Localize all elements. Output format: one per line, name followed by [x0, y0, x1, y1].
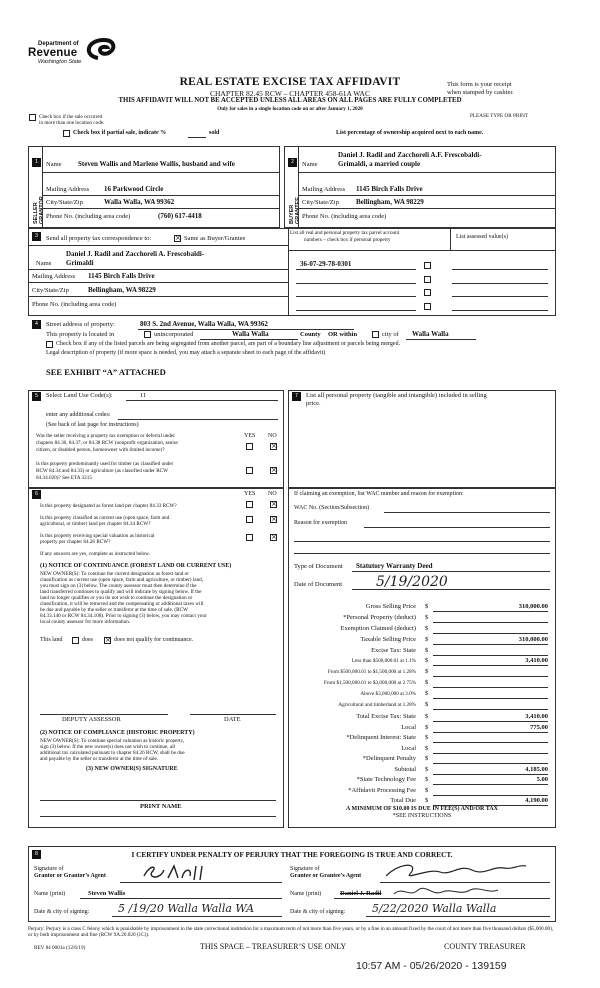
notice2-line-1: sign (3) below. If the new owner(s) does not wish to continue, all [40, 744, 176, 750]
new-owner-signature-label: (3) NEW OWNER(S) SIGNATURE [86, 766, 178, 772]
multi-location-checkbox[interactable] [29, 114, 36, 121]
personal-property-line1: List all personal property (tangible and intangible) included in selling [306, 392, 487, 399]
tax-bracket-4-label: Agricultural and timberland at 1.28% [338, 702, 416, 708]
tax-total-6-currency: $ [425, 776, 429, 783]
s6-q3-line2: property per chapter 84.26 RCW? [40, 539, 111, 545]
grantee-date-city[interactable]: 5/22/2020 Walla Walla [372, 902, 497, 915]
notice1-line-3: land transferred continues to qualify and will indicate by signing below. If the [40, 589, 202, 595]
form-title: REAL ESTATE EXCISE TAX AFFIDAVIT [179, 76, 401, 88]
section-5-badge: 5 [32, 392, 41, 401]
unincorporated-label: unincorporated [154, 331, 194, 338]
tax-total-2-label: *Delinquent Interest: State [346, 734, 416, 741]
receipt-note-2: when stamped by cashier. [447, 89, 514, 96]
or-within-label: OR within [328, 331, 358, 338]
only-for-note: Only for sales in a single location code on or after January 1, 2020 [217, 106, 363, 112]
seller-phone[interactable]: (760) 617-4418 [158, 212, 202, 220]
grantee-date-label: Date & city of signing: [290, 909, 346, 915]
tax-total-6-label: *State Technology Fee [356, 776, 416, 783]
notice1-line-6: be due and payable by the seller or transferor at the time of sale. (RCW [40, 607, 188, 613]
exemption-note: If claiming an exemption, list WAC number and reason for exemption: [294, 491, 464, 497]
treasurer-use-note: THIS SPACE – TREASURER’S USE ONLY [200, 942, 347, 951]
tax-row-1-label: *Personal Property (deduct) [343, 614, 416, 621]
notice1-line-4: land no longer qualifies or you do not wish to continue the designation or [40, 595, 193, 601]
tax-total-0-currency: $ [425, 713, 429, 720]
seller-city[interactable]: Walla Walla, WA 99362 [104, 198, 175, 206]
buyer-name-1[interactable]: Daniel J. Radil and Zacchoreli A.F. Frescobaldi- [338, 151, 482, 159]
tax-total-8-currency: $ [425, 797, 429, 804]
grantor-sig-label-2: Grantor or Grantor’s Agent [34, 873, 106, 879]
tax-bracket-1-label: From $500,000.01 to $1,500,000 at 1.28% [327, 669, 416, 675]
tax-bracket-2-label: From $1,500,000.01 to $3,000,000 at 2.75% [323, 680, 416, 686]
s6-q1: Is this property designated as forest land per chapter 84.33 RCW? [40, 503, 177, 509]
buyer-name-2[interactable]: Grimaldi, a married couple [338, 160, 421, 168]
seller-city-label: City/State/Zip [46, 199, 83, 206]
seller-address-label: Mailing Address [46, 186, 90, 193]
see-back-note: (See back of last page for instructions) [46, 422, 139, 428]
assessed-header: List assessed value(s) [456, 234, 508, 240]
located-in-label: This property is located in [46, 331, 115, 338]
grantor-date-city[interactable]: 5 /19/20 Walla Walla WA [118, 902, 255, 915]
s5-q2-line1: Is this property predominantly used for timber (as classified under [36, 461, 174, 467]
form-warning: THIS AFFIDAVIT WILL NOT BE ACCEPTED UNLESS ALL AREAS ON ALL PAGES ARE FULLY COMPLETED [118, 97, 462, 104]
exhibit-a-note: SEE EXHIBIT “A” ATTACHED [46, 367, 166, 377]
section-4-badge: 4 [32, 320, 41, 329]
grantor-date-label: Date & city of signing: [34, 909, 90, 915]
does-not-qualify-checkbox[interactable]: × [105, 636, 111, 644]
section-8-badge: 8 [32, 850, 41, 859]
s5-q1-yes-checkbox[interactable] [246, 443, 253, 450]
tax-row-2-label: Exemption Claimed (deduct) [340, 625, 416, 632]
perjury-notice: Perjury: Perjury is a class C felony which is punishable by imprisonment in the state correctional institution for a maximum term of not more than five years, or by a fine in an amount fixed by the court of not more than five thousand dollars ($5,000.00), or by both imprisonment and fine (RCW 9A.20.020 (1C)). [28, 926, 554, 938]
section-2-badge: 2 [288, 158, 297, 167]
notice1-line-7: 84.33.140 or RCW 84.34.108). Prior to signing (3) below, you may contact your [40, 613, 207, 619]
s6-q2-no-checkbox[interactable]: × [271, 515, 277, 523]
s6-q3-line1: Is this property receiving special valuation as historical [40, 533, 155, 539]
s6-q3-yes-checkbox[interactable] [246, 534, 253, 541]
additional-codes-label: enter any additional codes: [46, 412, 111, 418]
notice-compliance-title: (2) NOTICE OF COMPLIANCE (HISTORIC PROPERTY) [40, 730, 195, 736]
tax-total-0-value[interactable]: 3,410.00 [525, 713, 548, 720]
correspondence-address-label: Mailing Address [32, 273, 76, 280]
tax-row-1-currency: $ [425, 614, 429, 621]
county-label: County [300, 331, 321, 338]
notice-continuance-title: (1) NOTICE OF CONTINUANCE (FOREST LAND OR CURRENT USE) [40, 563, 232, 569]
s6-q3-no-checkbox[interactable]: × [271, 533, 277, 541]
buyer-address-label: Mailing Address [302, 186, 346, 193]
parcel-2-checkbox[interactable] [424, 276, 431, 283]
notice2-line-3: and payable by the seller or transferor at the time of sale. [40, 756, 159, 762]
land-use-code[interactable]: 11 [140, 392, 147, 399]
s5-q1-line3: citizen, or disabled person, homeowner with limited income)? [36, 447, 165, 453]
notice2-line-2: additional tax calculated pursuant to chapter 84.26 RCW, shall be due [40, 750, 185, 756]
land-use-label: Select Land Use Code(s): [46, 392, 113, 399]
section-7-badge: 7 [292, 392, 301, 401]
buyer-vertical-label: BUYER GRANTEE [289, 197, 301, 224]
tax-row-0-currency: $ [425, 603, 429, 610]
correspondence-phone-label: Phone No. (including area code) [32, 301, 117, 308]
buyer-address[interactable]: 1145 Birch Falls Drive [356, 185, 423, 193]
does-not-qualify-label: does not qualify for continuance. [114, 637, 194, 643]
tax-total-3-currency: $ [425, 744, 429, 752]
correspondence-label: Send all property tax correspondence to: [46, 235, 152, 242]
county-value[interactable]: Walla Walla [232, 330, 269, 338]
tax-total-1-value[interactable]: 775.00 [530, 723, 548, 731]
seller-vertical-label: SELLER GRANTOR [33, 196, 45, 224]
buyer-city-label: City/State/Zip [302, 199, 339, 206]
tax-total-0-label: Total Excise Tax: State [356, 713, 416, 720]
tax-total-4-currency: $ [425, 755, 429, 762]
s6-q1-yes-checkbox[interactable] [246, 501, 253, 508]
correspondence-address[interactable]: 1145 Birch Falls Drive [88, 272, 155, 280]
buyer-name-label: Name [302, 161, 318, 168]
tax-row-4-currency: $ [425, 647, 429, 654]
tax-total-3-label: Local [401, 744, 416, 752]
tax-total-1-label: Local [401, 723, 416, 731]
tax-row-2-currency: $ [425, 625, 429, 632]
grantee-name[interactable]: Daniel J. Radil [340, 890, 382, 897]
date-label: DATE [224, 716, 241, 723]
correspondence-name-label: Name [36, 260, 52, 267]
notice1-line-0: NEW OWNER(S): To continue the current designation as forest land or [40, 571, 189, 577]
tax-total-5-currency: $ [425, 765, 429, 773]
legal-description-label: Legal description of property (if more space is needed, you may attach a separate sheet to each page of the affidavit) [46, 350, 326, 356]
tax-total-8-value[interactable]: 4,190.00 [525, 797, 548, 804]
parcel-4-checkbox[interactable] [424, 303, 431, 310]
section6-no-header: NO [268, 491, 277, 497]
ownership-pct-note: List percentage of ownership acquired next to each name. [336, 130, 484, 136]
street-address-label: Street address of property: [46, 321, 115, 328]
multi-location-label-2: in more than one location code. [39, 120, 105, 126]
s5-q2-no-checkbox[interactable]: × [271, 466, 277, 474]
parcel-header-2: numbers – check box if personal property [304, 237, 391, 243]
tax-total-8-label: Total Due [390, 797, 416, 804]
document-type[interactable]: Statutory Warranty Deed [356, 562, 433, 570]
tax-bracket-0-currency: $ [425, 657, 429, 664]
agency-line3: Washington State [38, 59, 82, 65]
document-date[interactable]: 5/19/2020 [376, 574, 448, 590]
tax-bracket-0-value[interactable]: 3,410.00 [525, 657, 548, 664]
receipt-note-1: This form is your receipt [447, 81, 512, 88]
form-revision: REV 84 0001a (12/6/19) [34, 945, 86, 951]
buyer-city[interactable]: Bellingham, WA 98229 [356, 198, 424, 206]
s5-q1-no-checkbox[interactable]: × [271, 442, 277, 450]
unincorporated-checkbox[interactable] [144, 331, 151, 338]
tax-bracket-3-label: Above $3,000,000 at 3.0% [360, 691, 416, 697]
certification-statement: I CERTIFY UNDER PENALTY OF PERJURY THAT THE FOREGOING IS TRUE AND CORRECT. [131, 850, 453, 859]
seller-name[interactable]: Steven Wallis and Marlene Wallis, husband and wife [78, 160, 235, 168]
grantee-name-label: Name (print) [290, 891, 322, 897]
tax-bracket-2-currency: $ [425, 679, 429, 686]
section5-no-header: NO [268, 433, 277, 439]
s5-q1-line2: chapters 84.36, 84.37, or 84.38 RCW (nonprofit organization, senior [36, 440, 179, 446]
tax-total-7-currency: $ [425, 786, 429, 794]
see-instructions-note: *SEE INSTRUCTIONS [392, 813, 452, 819]
wac-label: WAC No. (Section/Subsection) [294, 505, 370, 511]
notice1-line-8: local county assessor for more information. [40, 619, 131, 625]
print-name-label: PRINT NAME [140, 803, 182, 810]
s6-q2-line2: agricultural, or timber) land per chapter 84.34 RCW? [40, 521, 151, 527]
multi-location-label-1: Check box if the sale occurred [39, 114, 103, 120]
section-1-badge: 1 [32, 158, 41, 167]
buyer-phone-label: Phone No. (including area code) [302, 213, 387, 220]
tax-row-3-currency: $ [425, 636, 429, 643]
section-6-badge: 6 [32, 490, 41, 499]
same-as-buyer-label: Same as Buyer/Grantee [184, 235, 246, 242]
form-subtitle: CHAPTER 82.45 RCW – CHAPTER 458-61A WAC [210, 89, 370, 98]
same-as-buyer-checkbox[interactable]: × [175, 234, 181, 242]
seller-name-label: Name [46, 161, 62, 168]
s6-q1-no-checkbox[interactable]: × [271, 500, 277, 508]
personal-property-section [288, 390, 556, 488]
tax-row-0-label: Gross Selling Price [365, 603, 416, 610]
deputy-assessor-label: DEPUTY ASSESSOR [62, 716, 121, 723]
seller-phone-label: Phone No. (including area code) [46, 213, 131, 220]
grantee-sig-label-1: Signature of [290, 866, 320, 872]
agency-line2: Revenue [28, 47, 78, 59]
s6-q2-yes-checkbox[interactable] [246, 516, 253, 523]
city-of-checkbox[interactable] [372, 331, 379, 338]
correspondence-city-label: City/State/Zip [32, 287, 69, 294]
notice1-line-2: you must sign on (3) below. The county assessor must then determine if the [40, 583, 197, 589]
tax-row-3-label: Taxable Selling Price [360, 636, 416, 643]
segregated-label: Check box if any of the listed parcels are being segregated from another parcel, are part of a boundary line adjustment or parcels being merged. [56, 341, 401, 347]
grantor-name[interactable]: Steven Wallis [88, 890, 126, 897]
recording-stamp: 10:57 AM - 05/26/2020 - 139159 [356, 960, 507, 972]
grantor-signature [140, 862, 220, 884]
agency-line1: Department of [38, 41, 79, 47]
parcel-1-checkbox[interactable] [424, 262, 431, 269]
city-of-label: city of [382, 331, 399, 338]
tax-bracket-0-label: Less than $500,000.01 at 1.1% [351, 658, 416, 664]
document-date-label: Date of Document [294, 581, 343, 588]
correspondence-city[interactable]: Bellingham, WA 98229 [88, 286, 156, 294]
tax-total-1-currency: $ [425, 723, 429, 731]
grantee-signature [380, 858, 530, 884]
notice1-line-5: classification, it will be removed and the compensating or additional taxes will [40, 601, 204, 607]
grantor-sig-label-1: Signature of [34, 866, 64, 872]
partial-sale-label: Check box if partial sale, indicate % [73, 130, 167, 136]
section5-yes-header: YES [244, 433, 256, 439]
seller-address[interactable]: 16 Parkwood Circle [104, 185, 164, 193]
tax-row-4-label: Excise Tax: State [371, 647, 416, 654]
minimum-fee-note: A MINIMUM OF $10.00 IS DUE IN FEE(S) AND/OR TAX [346, 806, 498, 812]
s5-q2-line3: 84.34.020)? See ETA 3215 [36, 475, 92, 481]
document-type-label: Type of Document [294, 563, 343, 570]
tax-row-3-value[interactable]: 310,000.00 [518, 636, 548, 643]
tax-calculation-section [288, 488, 556, 828]
correspondence-name-2[interactable]: Grimaldi [66, 259, 94, 267]
partial-sale-checkbox[interactable] [63, 130, 70, 137]
tax-total-5-label: Subtotal [394, 765, 416, 773]
if-yes-note: If any answers are yes, complete as instructed below. [40, 551, 151, 557]
tax-bracket-4-currency: $ [425, 701, 429, 708]
property-street-address[interactable]: 803 S. 2nd Avenue, Walla Walla, WA 99362 [140, 320, 268, 328]
tax-total-6-value[interactable]: 5.00 [536, 776, 548, 783]
s5-q1-line1: Was the seller receiving a property tax exemption or deferral under [36, 433, 176, 439]
tax-total-5-value[interactable]: 4,185.00 [525, 765, 548, 773]
reason-label: Reason for exemption [294, 520, 347, 526]
s5-q2-line2: RCW 84.34 and 84.33) or agriculture (as classified under RCW [36, 468, 169, 474]
grantor-name-label: Name (print) [34, 891, 66, 897]
section-3-badge: 3 [32, 232, 41, 241]
tax-bracket-1-currency: $ [425, 668, 429, 675]
parcel-3-checkbox[interactable] [424, 289, 431, 296]
grantee-sig-label-2: Grantee or Grantee’s Agent [290, 873, 362, 879]
notice2-line-0: NEW OWNER(S): To continue special valuation as historic property, [40, 738, 185, 744]
s6-q2-line1: Is this property classified as current use (open space, farm and [40, 515, 170, 521]
correspondence-name-1[interactable]: Daniel J. Radil and Zacchoreli A. Frescobaldi- [66, 250, 205, 258]
tax-bracket-3-currency: $ [425, 690, 429, 697]
notice1-line-1: classification as current use (open space, farm and agriculture, or timber) land, [40, 577, 204, 583]
sold-label: sold [209, 130, 220, 136]
city-value[interactable]: Walla Walla [412, 330, 449, 338]
s5-q2-yes-checkbox[interactable] [246, 467, 253, 474]
this-land-label: This land [40, 637, 63, 643]
personal-property-line2: price. [306, 400, 321, 407]
tax-total-4-label: *Delinquent Penalty [362, 755, 416, 762]
tax-total-7-label: *Affidavit Processing Fee [348, 786, 416, 794]
please-type: PLEASE TYPE OR PRINT [470, 113, 528, 119]
tax-total-2-currency: $ [425, 734, 429, 741]
does-qualify-checkbox[interactable] [72, 637, 79, 644]
parcel-header-1: List all real and personal property tax parcel account [290, 230, 400, 236]
county-treasurer-label: COUNTY TREASURER [444, 942, 526, 951]
does-label: does [82, 637, 93, 643]
tax-row-0-value[interactable]: 310,000.00 [518, 603, 548, 610]
segregated-checkbox[interactable] [46, 341, 53, 348]
parcel-number[interactable]: 36-07-29-78-0301 [300, 260, 352, 268]
section6-yes-header: YES [244, 491, 256, 497]
